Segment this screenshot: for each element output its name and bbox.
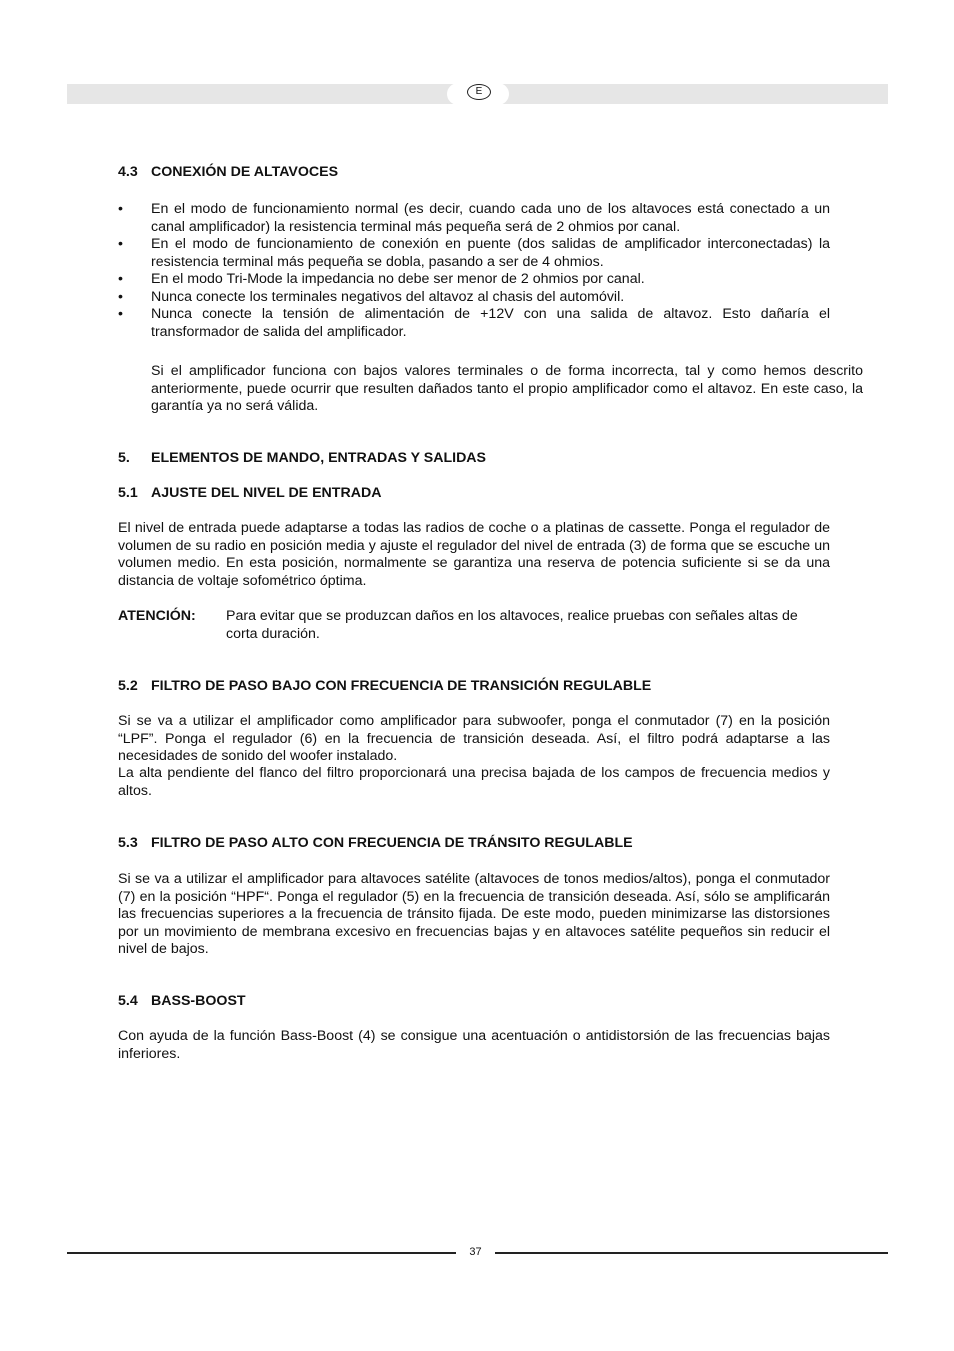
heading-title: AJUSTE DEL NIVEL DE ENTRADA [151,485,382,501]
language-badge: E [467,84,491,100]
heading-4-3 [118,164,830,181]
bullet-icon: • [118,306,123,322]
attention-text: Para evitar que se produzcan daños en los altavoces, realice pruebas con señales altas de corta duración. [226,608,798,642]
heading-title: BASS-BOOST [151,993,246,1009]
bullet-icon: • [118,201,123,217]
input-level-paragraph: El nivel de entrada puede adaptarse a todas las radios de coche o a platinas de cassette. Ponga el regulador de volumen de su radio en posición media y ajuste el regulador del nivel de entrada (3) de forma que se escuche un volumen medio. En esta posición, normalmente se garantiza una reserva de potencia suficiente si se da una distancia de voltaje sofométrico óptima. [118,520,830,589]
heading-number: 4.3 [118,164,138,180]
bullet-icon: • [118,288,123,305]
heading-title: ELEMENTOS DE MANDO, ENTRADAS Y SALIDAS [151,450,487,466]
low-pass-paragraph-2: La alta pendiente del flanco del filtro proporcionará una precisa bajada de los campos de frecuencia medios y altos. [118,765,830,799]
list-item: • Nunca conecte la tensión de alimentación de +12V con una salida de altavoz. Esto dañaría el transformador de salida del amplificador. [118,306,830,340]
heading-number: 5.3 [118,835,138,851]
high-pass-paragraph: Si se va a utilizar el amplificador para altavoces satélite (altavoces de tonos medios/altos), ponga el conmutador (7) en la posición “HPF“. Ponga el regulador (5) en la frecuencia de transición deseada. Así, sólo se amplificarán las frecuencias superiores a la frecuencia de tránsito fijada. De este modo, pueden minimizarse las distorsiones por un movimiento de membrana excesivo en frecuencias bajas y en altavoces satélite pequeños sin reducir el nivel de bajos. [118,871,830,957]
low-pass-paragraph-1: Si se va a utilizar el amplificador como amplificador para subwoofer, ponga el conmutador (7) en la posición “LPF”. Ponga el regulador (6) en la frecuencia de transición deseada. Así, el filtro podrá adaptarse a las necesidades de sonido del woofer instalado. [118,713,830,764]
heading-title: CONEXIÓN DE ALTAVOCES [151,164,339,180]
page-number: 37 [469,1246,482,1258]
footer-rule-right [495,1252,888,1254]
heading-title: FILTRO DE PASO BAJO CON FRECUENCIA DE TRANSICIÓN REGULABLE [151,678,652,694]
list-item: • En el modo de funcionamiento de conexión en puente (dos salidas de amplificador interconectadas) la resistencia terminal más pequeña se dobla, pasando a ser de 4 ohmios. [118,236,830,270]
heading-5-1 [118,485,830,502]
list-item: • En el modo de funcionamiento normal (es decir, cuando cada uno de los altavoces está conectado a un canal amplificador) la resistencia terminal más pequeña será de 2 ohmios por canal. [118,201,830,235]
heading-5-4 [118,993,830,1010]
warranty-note: Si el amplificador funciona con bajos valores terminales o de forma incorrecta, tal y como hemos descrito anteriormente, puede ocurrir que resulten dañados tanto el propio amplificador como el altavoz. En este caso, la garantía ya no será válida. [151,363,863,414]
bullet-icon: • [118,271,123,287]
heading-title: FILTRO DE PASO ALTO CON FRECUENCIA DE TRÁNSITO REGULABLE [151,835,633,851]
footer-rule-left [67,1252,456,1254]
attention-note [118,608,830,643]
heading-5 [118,450,830,467]
heading-number: 5.4 [118,993,138,1009]
list-item: • En el modo Tri-Mode la impedancia no debe ser menor de 2 ohmios por canal. [118,271,645,287]
speaker-connection-list [118,201,830,341]
heading-number: 5.2 [118,678,138,694]
attention-label: ATENCIÓN: [118,608,196,624]
bass-boost-paragraph: Con ayuda de la función Bass-Boost (4) se consigue una acentuación o antidistorsión de las frecuencias bajas inferiores. [118,1028,830,1062]
heading-5-2 [118,678,830,695]
heading-5-3 [118,835,830,852]
heading-number: 5. [118,450,130,466]
heading-number: 5.1 [118,485,138,501]
bullet-icon: • [118,236,123,252]
list-item: • Nunca conecte los terminales negativos del altavoz al chasis del automóvil. [118,288,625,305]
